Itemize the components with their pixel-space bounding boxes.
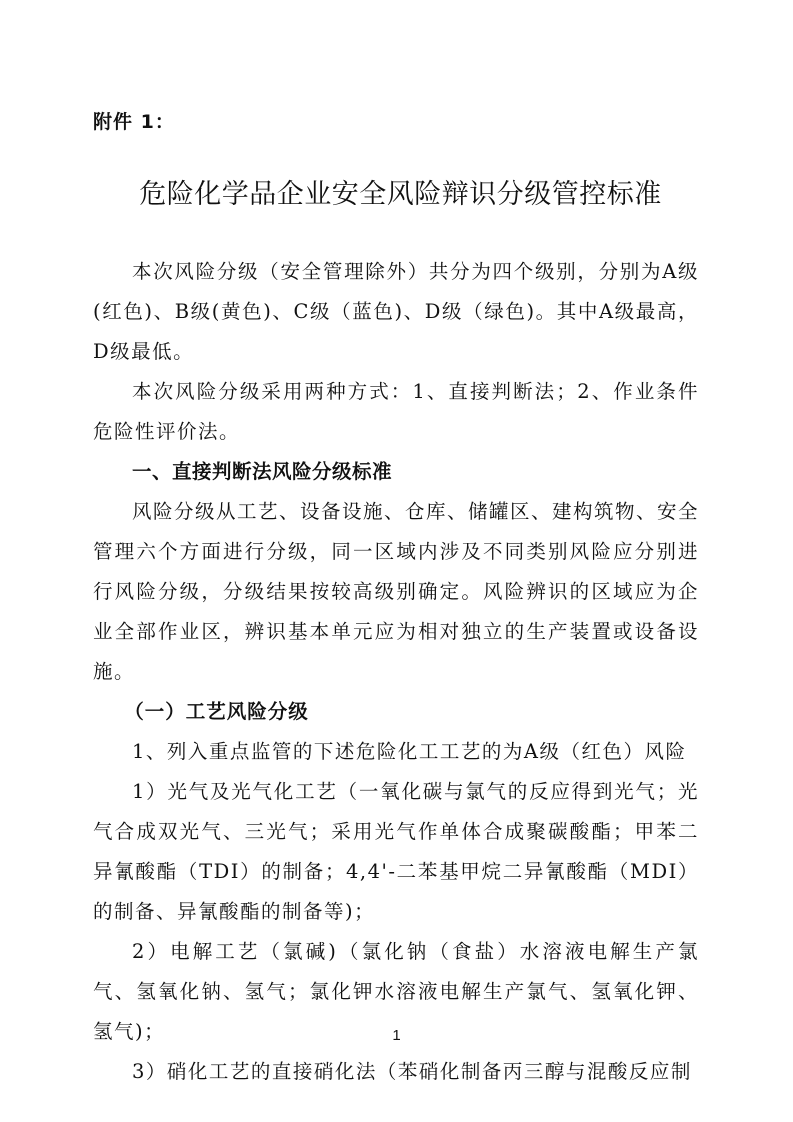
paragraph-grading-scope: 风险分级从工艺、设备设施、仓库、储罐区、建构筑物、安全管理六个方面进行分级，同一区域内涉及不同类别风险应分别进行风险分级，分级结果按较高级别确定。风险辨识的区域应为企业全部作业区，辨识基本单元应为相对独立的生产装置或设备设施。 (93, 500, 700, 683)
subsection-heading-process-risk: （一）工艺风险分级 (124, 700, 309, 723)
paragraph-subitem-3: 3）硝化工艺的直接硝化法（苯硝化制备丙三醇与混酸反应制 (132, 1060, 692, 1083)
paragraph-item-1: 1、列入重点监管的下述危险化工工艺的为A级（红色）风险 (132, 740, 687, 763)
paragraph-subitem-2: 2）电解工艺（氯碱)（氯化钠（食盐）水溶液电解生产氯气、氢氧化钠、氢气；氯化钾水溶液电解生产氯气、氢氧化钾、氢气)； (93, 940, 699, 1043)
paragraph-methods: 本次风险分级采用两种方式：1、直接判断法；2、作业条件危险性评价法。 (93, 380, 699, 443)
section-heading-direct-judgment: 一、直接判断法风险分级标准 (132, 460, 393, 483)
attachment-label: 附件 1： (93, 111, 175, 133)
paragraph-risk-levels: 本次风险分级（安全管理除外）共分为四个级别，分别为A级(红色)、B级(黄色)、C级（蓝色)、D级（绿色)。其中A级最高，D级最低。 (93, 260, 699, 363)
page-number: 1 (392, 1027, 401, 1044)
paragraph-subitem-1: 1）光气及光气化工艺（一氧化碳与氯气的反应得到光气；光气合成双光气、三光气；采用光气作单体合成聚碳酸酯；甲苯二异氰酸酯（TDI）的制备；4,4'-二苯基甲烷二异氰酸酯（MDI）的制备、异氰酸酯的制备等)； (93, 780, 699, 923)
document-title: 危险化学品企业安全风险辩识分级管控标准 (139, 179, 662, 210)
document-body (93, 252, 699, 1092)
